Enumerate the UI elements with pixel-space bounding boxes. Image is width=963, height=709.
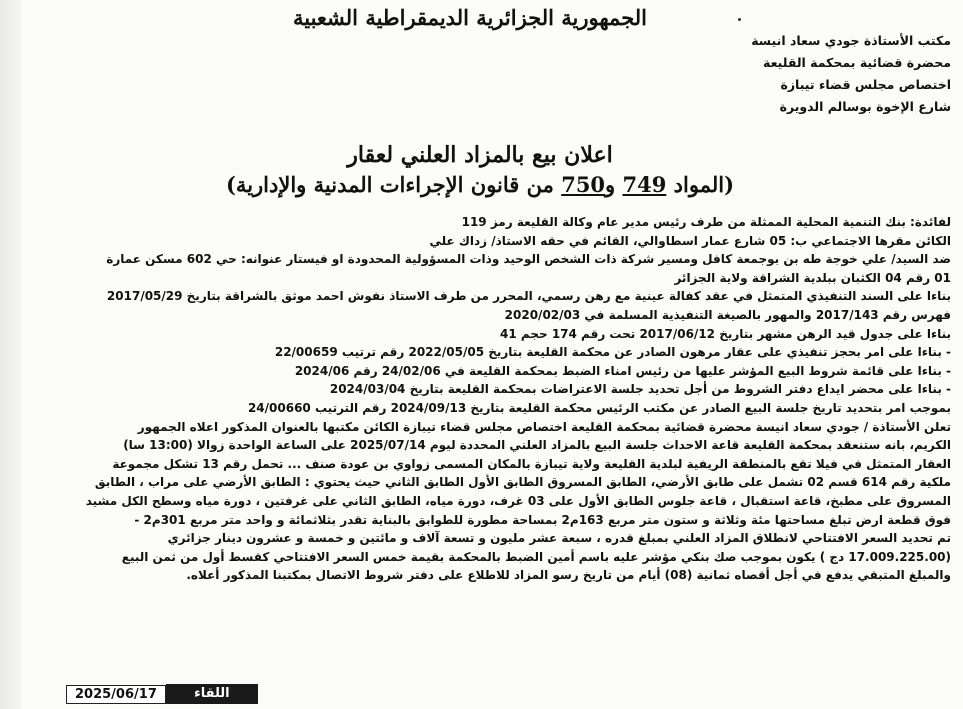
- office-street: شارع الإخوة بوسالم الدويرة: [779, 99, 951, 114]
- body-line: فهرس رقم 2017/143 والمهور بالصيغة التنفيذية المسلمة في 2020/02/03: [504, 307, 951, 322]
- page-margin-shadow: [0, 0, 22, 709]
- title-line-2: [170, 170, 790, 200]
- title-line-1: اعلان بيع بالمزاد العلني لعقار: [347, 142, 613, 168]
- body-line: تم تحديد السعر الافتتاحي لانطلاق المزاد العلني بمبلغ قدره ، سبعة عشر مليون و تسعة آلاف و مائتين و خمسة و عشرون دينار جزائري: [167, 531, 951, 546]
- ink-dot: [738, 18, 741, 21]
- publication-footer: [66, 684, 266, 704]
- title-and: و: [605, 172, 623, 197]
- office-address-block: [651, 30, 951, 118]
- body-line: الكائن مقرها الاجتماعي ب: 05 شارع عمار اسطاوالي، القائم في حقه الاستاذ/ زداك علي: [429, 233, 951, 248]
- publication-date: 2025/06/17: [66, 685, 166, 704]
- body-line: (17.009.225.00 دج ) يكون بموجب صك بنكي مؤشر عليه باسم أمين الضبط بالمحكمة بقيمة خمس السعر الافتتاحي كقسط أول من ثمن البيع: [121, 549, 951, 564]
- office-name: مكتب الأستاذة جودي سعاد انيسة: [751, 33, 951, 48]
- title-suffix: من قانون الإجراءات المدنية والإدارية): [226, 172, 562, 197]
- announcement-body: [21, 213, 951, 585]
- body-line: فوق قطعة ارض تبلغ مساحتها مئة وثلاثة و ستون متر مربع 163م2 بمساحة مطورة للطوابق بالبناية تقدر بثلاثمائة و واحد متر مربع 301م2 -: [134, 512, 951, 527]
- office-jurisdiction: اختصاص مجلس قضاء تيبازة: [780, 77, 951, 92]
- article-number-a: 749: [622, 172, 667, 197]
- body-line: المسروق على مطبخ، قاعة استقبال ، قاعة جلوس الطابق الأول على 03 غرف، دورة مياه، الطابق الثاني على غرفتين ، دورة مياه وسطح الكل مشيد: [85, 493, 951, 508]
- body-line: ملكية رقم 614 قسم 02 تشمل على طابق الأرضي، الطابق المسروق الطابق الأول الطابق الثاني حيث يحتوي : الطابق الأرضي على مراب ، الطابق: [94, 475, 951, 490]
- article-number-b: 750: [561, 172, 606, 197]
- body-line: بموجب امر بتحديد تاريخ جلسة البيع الصادر عن مكتب الرئيس محكمة القليعة بتاريخ 2024/09/13 رقم الترتيب 24/00660: [247, 400, 951, 415]
- body-line: والمبلغ المتبقي يدفع في أجل أقصاه ثمانية (08) أيام من تاريخ رسو المزاد للاطلاع على دفتر شروط الاتصال بمكتبنا المذكور أعلاه.: [186, 568, 951, 583]
- body-line: لفائدة: بنك التنمية المحلية الممثلة من طرف رئيس مدير عام وكالة القليعة رمز 119: [461, 215, 951, 229]
- body-line: تعلن الأستاذة / جودي سعاد انيسة محضرة قضائية بمحكمة القليعة اختصاص مجلس قضاء تيبازة الكائن مكتبها بالعنوان المذكور اعلاه الجمهور: [137, 419, 951, 434]
- body-line: العقار المتمثل في فيلا تقع بالمنطقة الريفية لبلدية القليعة ولاية تيبازة بالمكان المسمى زواوي بن عودة صنف ... تحمل رقم 13 تشكل مجموعة: [112, 456, 951, 471]
- body-line: - بناءا على قائمة شروط البيع المؤشر عليها من رئيس امناء الضبط بمحكمة القليعة في 24/02/06 رقم 2024/06: [294, 363, 951, 378]
- body-line: بناءا على السند التنفيذي المتمثل في عقد كفالة عينية مع رهن رسمي، المحرر من طرف الاستاذ نفوش احمد موثق بالشراقة بتاريخ 2017/05/29: [106, 289, 951, 304]
- body-line: 01 رقم 04 الكثبان ببلدية الشراقة ولاية الجزائر: [674, 270, 951, 285]
- body-line: الكريم، بانه ستنعقد بمحكمة القليعة قاعة الاحداث جلسة البيع بالمزاد العلني المحددة ليوم 2025/07/14 على الساعة الواحدة زوالا (13:00 سا): [123, 438, 951, 453]
- newspaper-name: اللقاء: [166, 684, 258, 704]
- body-line: - بناءا على محضر ايداع دفتر الشروط من أجل تحديد جلسة الاعتراضات بمحكمة القليعة بتاريخ 2024/03/04: [329, 382, 951, 397]
- body-line: ضد السيد/ علي خوجة طه بن بوجمعة كافل ومسير شركة ذات الشخص الوحيد وذات المسؤولية المحدودة او فيستار عنوانه: حي 602 مسكن عمارة: [106, 252, 951, 267]
- body-line: - بناءا على امر بحجز تنفيذي على عقار مرهون الصادر عن محكمة القليعة بتاريخ 2022/05/05 رقم ترتيب 22/00659: [274, 345, 951, 360]
- body-line: بناءا على جدول قيد الرهن مشهر بتاريخ 2017/06/12 تحت رقم 174 حجم 41: [500, 326, 951, 341]
- office-court: محضرة قضائية بمحكمة القليعة: [763, 55, 951, 70]
- title-prefix: (المواد: [666, 172, 734, 197]
- announcement-title: [170, 140, 790, 200]
- republic-heading: الجمهورية الجزائرية الديمقراطية الشعبية: [292, 5, 647, 30]
